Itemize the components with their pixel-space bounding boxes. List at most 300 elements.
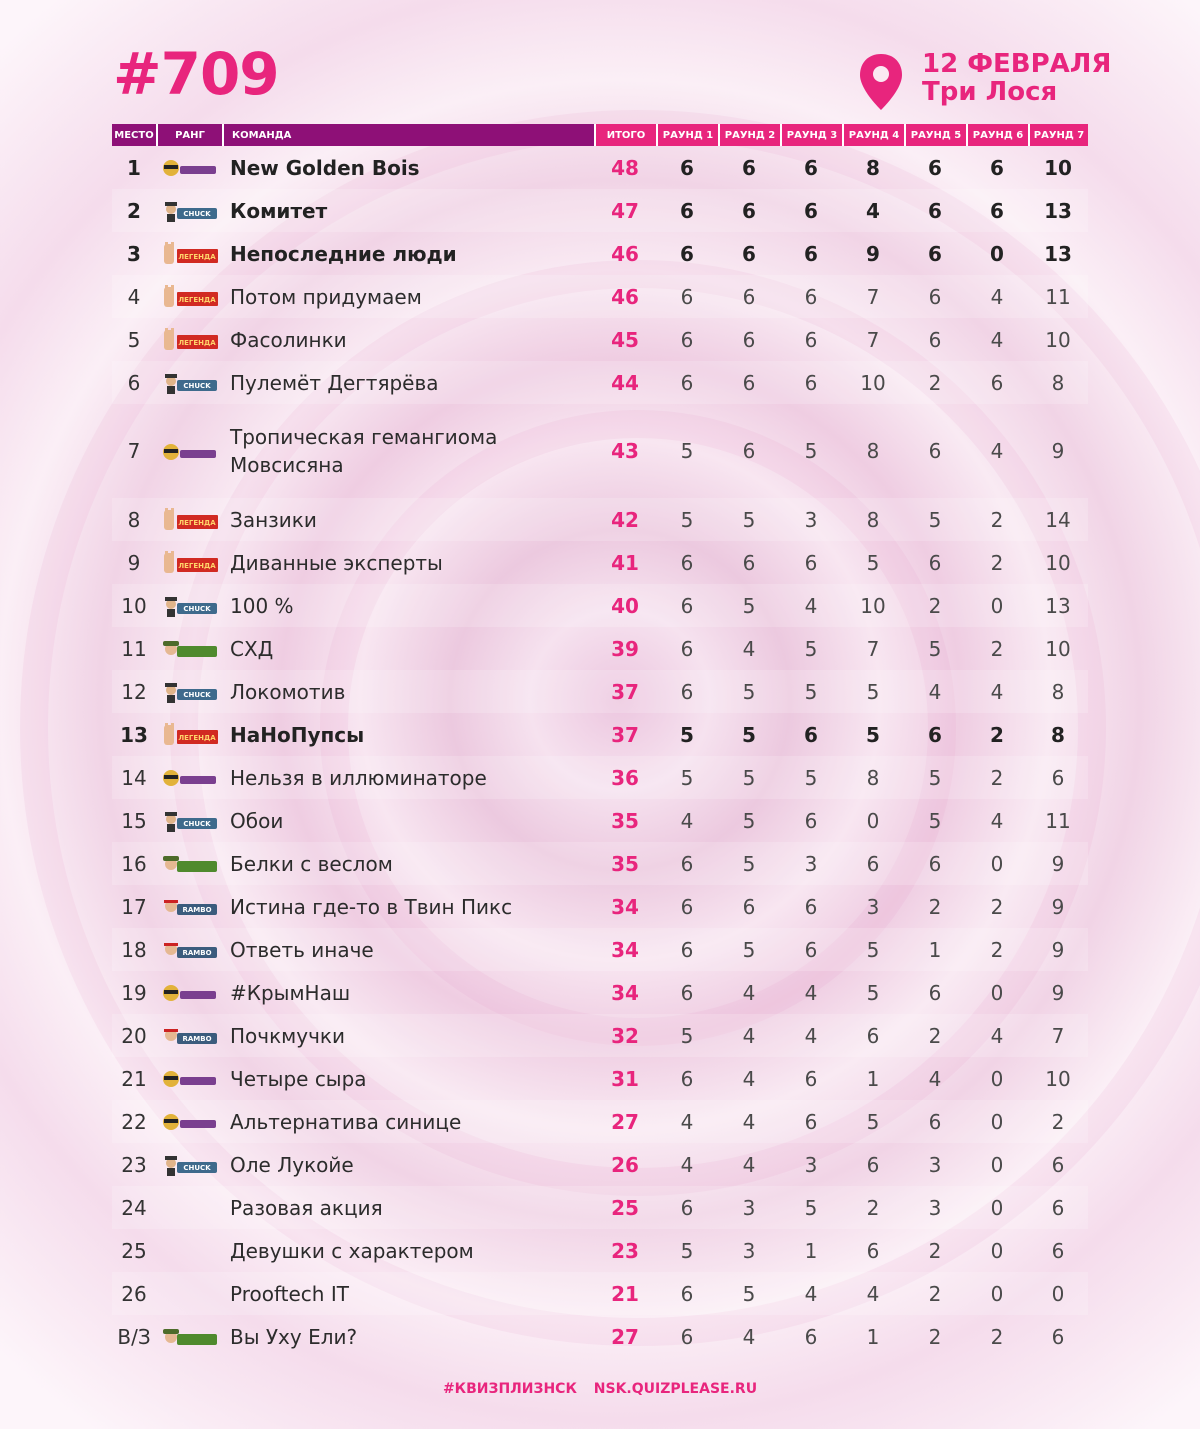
round-score: 4 [742,1066,756,1091]
place-cell: 17 [121,894,147,919]
sunglasses-icon [160,1067,218,1091]
round-score: 0 [966,584,1028,627]
round-score: 6 [928,327,942,352]
rank-label: ЛЕГЕНДА [178,734,216,743]
rank-cell [156,1057,222,1100]
round-score: 5 [680,1238,694,1263]
round-score: 6 [928,550,942,575]
round-score: 6 [656,361,718,404]
round-score: 9 [1028,842,1088,885]
round-score: 8 [842,756,904,799]
rock-hand-icon [160,551,218,575]
event-date: 12 ФЕВРАЛЯ [922,49,1112,79]
place-cell: 1 [127,155,141,180]
column-header-round: РАУНД 6 [966,124,1028,146]
footer-site: NSK.QUIZPLEASE.RU [593,1381,758,1397]
rank-cell [156,1143,222,1186]
round-score: 3 [928,1152,942,1177]
round-score: 4 [742,980,756,1005]
round-score: 5 [656,498,718,541]
round-score: 4 [680,1152,694,1177]
round-score: 7 [866,636,880,661]
table-row [112,1272,1088,1315]
round-score: 4 [966,1014,1028,1057]
soldier-icon [160,637,218,661]
team-name: Потом придумаем [222,275,594,318]
round-score: 6 [804,894,818,919]
rank-cell [156,670,222,713]
total-score: 37 [611,722,639,747]
table-row [112,1057,1088,1100]
total-score: 44 [594,361,656,404]
table-row [112,1143,1088,1186]
round-score: 11 [1028,275,1088,318]
round-score: 2 [904,1014,966,1057]
total-score: 42 [594,498,656,541]
round-score: 6 [718,361,780,404]
round-score: 0 [966,1272,1028,1315]
round-score: 0 [866,808,880,833]
round-score: 6 [742,155,756,180]
round-score: 5 [904,756,966,799]
round-score: 6 [842,1014,904,1057]
place-cell: В/З [117,1324,151,1349]
chuck-icon [160,199,218,223]
place-cell: 19 [121,980,147,1005]
round-score: 6 [966,189,1028,232]
total-score: 34 [611,980,639,1005]
soldier-icon [160,852,218,876]
rank-cell [156,232,222,275]
round-score: 5 [928,636,942,661]
total-score: 39 [611,636,639,661]
table-row [112,189,1088,232]
round-score: 6 [718,189,780,232]
round-score: 5 [718,756,780,799]
rank-label: RAMBO [182,949,212,958]
sunglasses-icon [160,981,218,1005]
round-score: 1 [866,1324,880,1349]
total-score: 27 [594,1100,656,1143]
round-score: 6 [680,1066,694,1091]
column-header-place: МЕСТО [112,124,156,146]
rambo-icon [160,895,218,919]
round-score: 5 [780,670,842,713]
round-score: 6 [780,275,842,318]
team-name: Истина где-то в Твин Пикс [230,894,513,919]
place-cell: 7 [127,439,141,463]
total-score: 31 [611,1066,639,1091]
round-score: 0 [966,842,1028,885]
round-score: 5 [804,439,818,463]
column-header-rank: РАНГ [156,124,222,146]
total-score: 48 [611,155,639,180]
round-score: 2 [928,1324,942,1349]
sunglasses-icon [160,156,218,180]
round-score: 4 [990,439,1004,463]
team-name: Непоследние люди [230,241,457,266]
round-score: 6 [718,275,780,318]
round-score: 0 [990,980,1004,1005]
table-row [112,318,1088,361]
round-score: 6 [780,189,842,232]
round-score: 6 [842,842,904,885]
rank-label: CHUCK [183,1164,211,1173]
rank-label: ЛЕГЕНДА [178,296,216,305]
total-score: 40 [594,584,656,627]
rock-hand-icon [160,328,218,352]
rock-hand-icon [160,723,218,747]
round-score: 7 [866,327,880,352]
place-cell: 15 [121,808,147,833]
round-score: 4 [742,636,756,661]
place-cell: 11 [121,636,147,661]
round-score: 6 [904,275,966,318]
round-score: 2 [966,498,1028,541]
table-row [112,1100,1088,1143]
round-score: 6 [1051,1152,1065,1177]
total-score: 34 [594,928,656,971]
round-score: 5 [904,498,966,541]
rank-label: RAMBO [182,906,212,915]
round-score: 5 [742,722,756,747]
team-name: Разовая акция [222,1186,594,1229]
round-score: 6 [656,189,718,232]
table-row [112,756,1088,799]
round-score: 6 [904,1100,966,1143]
team-name: Обои [230,808,284,833]
team-name: Белки с веслом [222,842,594,885]
team-name: Пулемёт Дегтярёва [222,361,594,404]
round-score: 6 [656,842,718,885]
rank-cell [156,146,222,189]
round-score: 6 [928,155,942,180]
rock-hand-icon [160,285,218,309]
place-cell: 23 [121,1152,147,1177]
rank-cell [156,1186,222,1229]
round-score: 6 [928,439,942,463]
place-cell: 3 [127,241,141,266]
round-score: 4 [718,1014,780,1057]
place-cell: 14 [112,756,156,799]
round-score: 6 [928,241,942,266]
event-venue: Три Лося [922,77,1058,107]
round-score: 14 [1028,498,1088,541]
table-row [112,971,1088,1014]
rank-cell [156,627,222,670]
round-score: 5 [780,1186,842,1229]
sunglasses-icon [160,1110,218,1134]
place-cell: 13 [120,722,148,747]
rank-cell [156,756,222,799]
column-header-total: ИТОГО [594,124,656,146]
footer [0,1381,1200,1397]
round-score: 10 [1045,636,1071,661]
round-score: 13 [1028,189,1088,232]
round-score: 6 [928,722,942,747]
round-score: 6 [804,550,818,575]
round-score: 7 [842,275,904,318]
round-score: 6 [780,361,842,404]
round-score: 11 [1045,808,1071,833]
round-score: 5 [780,756,842,799]
round-score: 1 [804,1238,818,1263]
round-score: 10 [1045,550,1071,575]
table-row [112,670,1088,713]
table-row [112,404,1088,498]
round-score: 4 [990,327,1004,352]
total-score: 43 [611,439,639,463]
chuck-icon [160,680,218,704]
total-score: 35 [611,808,639,833]
round-score: 6 [804,808,818,833]
round-score: 2 [966,756,1028,799]
round-score: 6 [680,1324,694,1349]
total-score: 27 [611,1324,639,1349]
rank-label: ЛЕГЕНДА [178,339,216,348]
rock-hand-icon [160,508,218,532]
round-score: 8 [866,155,880,180]
column-header-round: РАУНД 3 [780,124,842,146]
team-name: 100 % [222,584,594,627]
rank-label: ЛЕГЕНДА [178,253,216,262]
rank-cell [156,713,222,756]
table-row [112,541,1088,584]
round-score: 4 [966,670,1028,713]
rank-cell [156,318,222,361]
chuck-icon [160,371,218,395]
round-score: 2 [990,636,1004,661]
table-row [112,498,1088,541]
rank-label: CHUCK [183,691,211,700]
rambo-icon [160,938,218,962]
round-score: 3 [718,1186,780,1229]
round-score: 2 [904,361,966,404]
round-score: 2 [990,722,1004,747]
team-name: Тропическая гемангиома Мовсисяна [230,425,498,477]
rank-cell [156,404,222,498]
table-row [112,146,1088,189]
round-score: 6 [866,1238,880,1263]
round-score: 8 [1028,670,1088,713]
rank-cell [156,361,222,404]
round-score: 5 [928,808,942,833]
round-score: 2 [990,550,1004,575]
round-score: 0 [990,1238,1004,1263]
column-header-round: РАУНД 4 [842,124,904,146]
total-score: 35 [594,842,656,885]
place-cell: 20 [112,1014,156,1057]
rank-label: CHUCK [183,820,211,829]
round-score: 6 [1028,756,1088,799]
round-score: 4 [928,1066,942,1091]
total-score: 25 [594,1186,656,1229]
round-score: 6 [990,155,1004,180]
place-cell: 6 [112,361,156,404]
rank-label: ЛЕГЕНДА [178,562,216,571]
round-score: 4 [742,1324,756,1349]
place-cell: 4 [112,275,156,318]
place-cell: 10 [112,584,156,627]
rank-cell [156,541,222,584]
round-score: 6 [656,1186,718,1229]
total-score: 45 [611,327,639,352]
round-score: 1 [904,928,966,971]
round-score: 8 [866,439,880,463]
round-score: 5 [718,584,780,627]
rank-label: ЛЕГЕНДА [178,519,216,528]
round-score: 4 [842,189,904,232]
round-score: 4 [718,1100,780,1143]
rank-cell [156,1315,222,1358]
team-name: New Golden Bois [230,155,420,180]
team-name: Ответь иначе [222,928,594,971]
round-score: 6 [680,155,694,180]
team-name: Вы Ухy Ели? [230,1324,358,1349]
round-score: 4 [780,1014,842,1057]
total-score: 23 [611,1238,639,1263]
round-score: 9 [1051,980,1065,1005]
round-score: 2 [966,928,1028,971]
round-score: 4 [842,1272,904,1315]
table-row [112,361,1088,404]
round-score: 3 [866,894,880,919]
team-name: Четыре сыра [230,1066,367,1091]
column-header-team: КОМАНДА [222,124,594,146]
column-header-round: РАУНД 5 [904,124,966,146]
team-name: Prooftech IT [222,1272,594,1315]
round-score: 2 [990,1324,1004,1349]
table-row [112,799,1088,842]
round-score: 6 [804,722,818,747]
table-row [112,885,1088,928]
round-score: 6 [928,980,942,1005]
place-cell: 21 [121,1066,147,1091]
rank-cell [156,1272,222,1315]
round-score: 2 [990,894,1004,919]
round-score: 4 [966,275,1028,318]
round-score: 9 [866,241,880,266]
team-name: Девушки с характером [230,1238,474,1263]
round-score: 5 [680,439,694,463]
round-score: 5 [742,808,756,833]
round-score: 0 [990,1152,1004,1177]
total-score: 34 [611,894,639,919]
rank-label: CHUCK [183,382,211,391]
chuck-icon [160,809,218,833]
round-score: 13 [1028,584,1088,627]
location-pin-icon [857,52,905,112]
round-score: 2 [928,1238,942,1263]
total-score: 47 [594,189,656,232]
team-name: СХД [230,636,274,661]
table-row [112,275,1088,318]
round-score: 6 [680,980,694,1005]
table-row [112,232,1088,275]
round-score: 10 [1045,327,1071,352]
round-score: 5 [656,1014,718,1057]
table-row [112,1014,1088,1057]
team-name: Комитет [222,189,594,232]
round-score: 6 [904,189,966,232]
sunglasses-icon [160,766,218,790]
place-cell: 22 [112,1100,156,1143]
round-score: 3 [780,842,842,885]
team-name: Фасолинки [230,327,347,352]
round-score: 6 [656,670,718,713]
round-score: 2 [928,894,942,919]
rank-cell [156,1100,222,1143]
sunglasses-icon [160,440,218,464]
round-score: 10 [842,584,904,627]
round-score: 4 [780,1272,842,1315]
round-score: 5 [842,928,904,971]
round-score: 5 [656,756,718,799]
table-body [112,146,1088,1358]
rank-label: RAMBO [182,1035,212,1044]
round-score: 6 [742,894,756,919]
place-cell: 16 [112,842,156,885]
round-score: 6 [1051,1324,1065,1349]
place-cell: 2 [112,189,156,232]
round-score: 6 [742,439,756,463]
column-header-round: РАУНД 7 [1028,124,1088,146]
rank-cell [156,799,222,842]
round-score: 4 [656,1100,718,1143]
round-score: 6 [656,928,718,971]
team-name: #КрымНаш [230,980,351,1005]
round-score: 4 [742,1152,756,1177]
round-score: 9 [1028,928,1088,971]
round-score: 5 [842,670,904,713]
table-row [112,713,1088,756]
round-score: 4 [680,808,694,833]
total-score: 41 [611,550,639,575]
round-score: 10 [1044,155,1072,180]
total-score: 37 [594,670,656,713]
round-score: 4 [990,808,1004,833]
round-score: 6 [804,1324,818,1349]
table-header [112,124,1088,146]
round-score: 3 [804,1152,818,1177]
round-score: 2 [842,1186,904,1229]
footer-hashtag: #КВИЗПЛИЗНСК [442,1381,577,1397]
round-score: 3 [742,1238,756,1263]
table-row [112,1229,1088,1272]
round-score: 5 [718,1272,780,1315]
round-score: 6 [866,1152,880,1177]
table-row [112,1186,1088,1229]
rank-cell [156,189,222,232]
round-score: 0 [990,241,1004,266]
team-name: Нельзя в иллюминаторе [222,756,594,799]
total-score: 46 [611,241,639,266]
rank-cell [156,971,222,1014]
place-cell: 9 [127,550,141,575]
round-score: 6 [742,241,756,266]
team-name: Оле Лукойе [230,1152,354,1177]
game-number: #709 [113,40,279,108]
round-score: 8 [842,498,904,541]
place-cell: 12 [112,670,156,713]
round-score: 8 [1051,722,1065,747]
round-score: 1 [866,1066,880,1091]
total-score: 46 [594,275,656,318]
round-score: 5 [718,928,780,971]
round-score: 3 [904,1186,966,1229]
place-cell: 24 [112,1186,156,1229]
rank-label: CHUCK [183,210,211,219]
